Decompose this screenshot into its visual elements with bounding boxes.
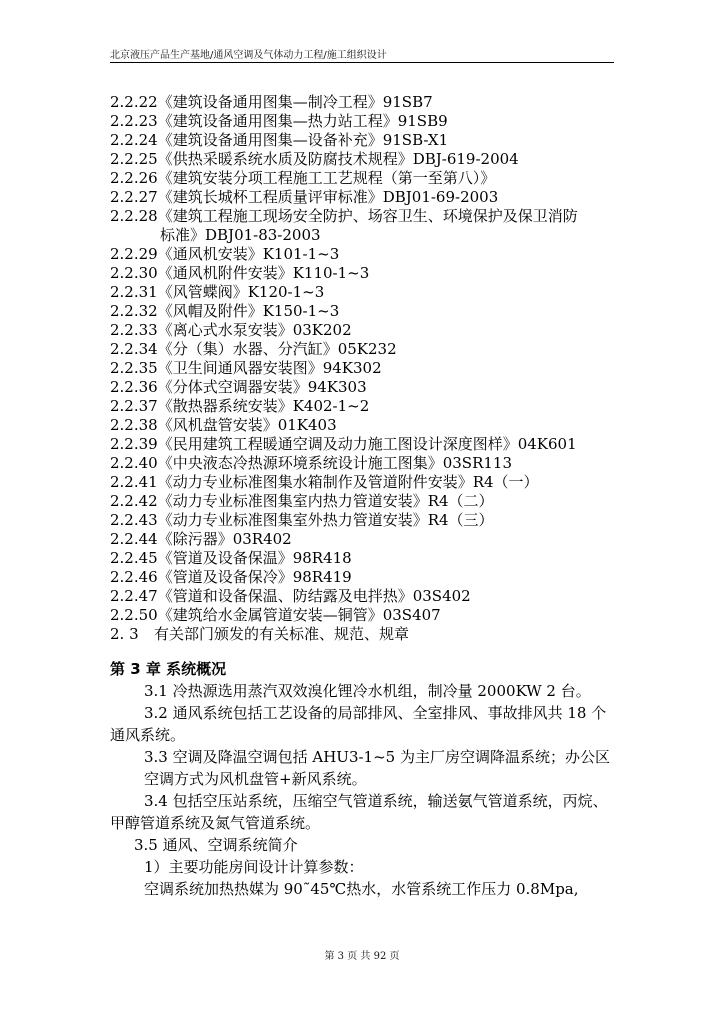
section-text: 有关部门颁发的有关标准、规范、规章: [154, 625, 410, 643]
reference-item: 2.2.28《建筑工程施工现场安全防护、场容卫生、环境保护及保卫消防: [110, 207, 578, 225]
reference-item: 2.2.44《除污器》03R402: [110, 530, 292, 548]
reference-item: 2.2.46《管道及设备保冷》98R419: [110, 568, 352, 586]
reference-item: 2.2.42《动力专业标准图集室内热力管道安装》R4（二）: [110, 492, 494, 510]
paragraph-3-3-continued: 空调方式为风机盘管+新风系统。: [144, 770, 367, 788]
reference-item: 2.2.39《民用建筑工程暖通空调及动力施工图设计深度图样》04K601: [110, 435, 577, 453]
paragraph-3-2: 3.2 通风系统包括工艺设备的局部排风、全室排风、事故排风共 18 个通风系统。: [110, 704, 607, 744]
reference-item: 2.2.34《分（集）水器、分汽缸》05K232: [110, 340, 397, 358]
reference-list: [110, 93, 616, 644]
reference-item: 2.2.41《动力专业标准图集水箱制作及管道附件安装》R4（一）: [110, 473, 539, 491]
reference-item: 2.2.35《卫生间通风器安装图》94K302: [110, 359, 382, 377]
reference-item: 2.2.31《风管蝶阀》K120-1~3: [110, 283, 325, 301]
running-header: 北京液压产品生产基地/通风空调及气体动力工程/施工组织设计: [110, 50, 387, 61]
reference-item: 2.2.29《通风机安装》K101-1~3: [110, 245, 340, 263]
reference-item: 2.2.43《动力专业标准图集室外热力管道安装》R4（三）: [110, 511, 494, 529]
page-footer: 第 3 页 共 92 页: [324, 951, 400, 962]
reference-item: 2.2.36《分体式空调器安装》94K303: [110, 378, 367, 396]
reference-item: 2.2.47《管道和设备保温、防结露及电拌热》03S402: [110, 587, 471, 605]
header-rule: [110, 62, 614, 63]
reference-item-continuation: 标准》DBJ01-83-2003: [160, 226, 321, 244]
document-body: [110, 93, 616, 900]
reference-item: 2.2.38《风机盘管安装》01K403: [110, 416, 337, 434]
reference-item: 2.2.33《离心式水泵安装》03K202: [110, 321, 352, 339]
reference-item: 2.2.37《散热器系统安装》K402-1~2: [110, 397, 370, 415]
reference-item: 2.2.23《建筑设备通用图集—热力站工程》91SB9: [110, 112, 448, 130]
paragraph-3-5: 3.5 通风、空调系统简介: [134, 836, 298, 854]
section-2-3: [110, 625, 616, 644]
reference-item: 2.2.22《建筑设备通用图集—制冷工程》91SB7: [110, 93, 433, 111]
paragraph-3-4: 3.4 包括空压站系统，压缩空气管道系统，输送氨气管道系统，丙烷、甲醇管道系统及氮气管道系统。: [110, 792, 608, 832]
paragraph-3-5-detail: 空调系统加热热媒为 90˜45℃热水，水管系统工作压力 0.8Mpa,: [144, 880, 579, 898]
reference-item: 2.2.26《建筑安装分项工程施工工艺规程（第一至第八）》: [110, 169, 496, 187]
reference-item: 2.2.50《建筑给水金属管道安装—铜管》03S407: [110, 606, 441, 624]
reference-item: 2.2.45《管道及设备保温》98R418: [110, 549, 352, 567]
reference-item: 2.2.24《建筑设备通用图集—设备补充》91SB-X1: [110, 131, 449, 149]
paragraph-3-5-item-1: 1）主要功能房间设计计算参数：: [144, 858, 364, 876]
reference-item: 2.2.30《通风机附件安装》K110-1~3: [110, 264, 370, 282]
reference-item: 2.2.40《中央液态冷热源环境系统设计施工图集》03SR113: [110, 454, 512, 472]
reference-item: 2.2.25《供热采暖系统水质及防腐技术规程》DBJ-619-2004: [110, 150, 519, 168]
reference-item: 2.2.27《建筑长城杯工程质量评审标准》DBJ01-69-2003: [110, 188, 499, 206]
paragraph-3-3: 3.3 空调及降温空调包括 AHU3-1~5 为主厂房空调降温系统；办公区: [144, 748, 610, 766]
paragraph-3-1: 3.1 冷热源选用蒸汽双效溴化锂冷水机组，制冷量 2000KW 2 台。: [144, 682, 591, 700]
reference-item: 2.2.32《风帽及附件》K150-1~3: [110, 302, 340, 320]
section-number: 2. 3: [110, 625, 139, 643]
chapter-title: 第 3 章 系统概况: [110, 660, 227, 678]
